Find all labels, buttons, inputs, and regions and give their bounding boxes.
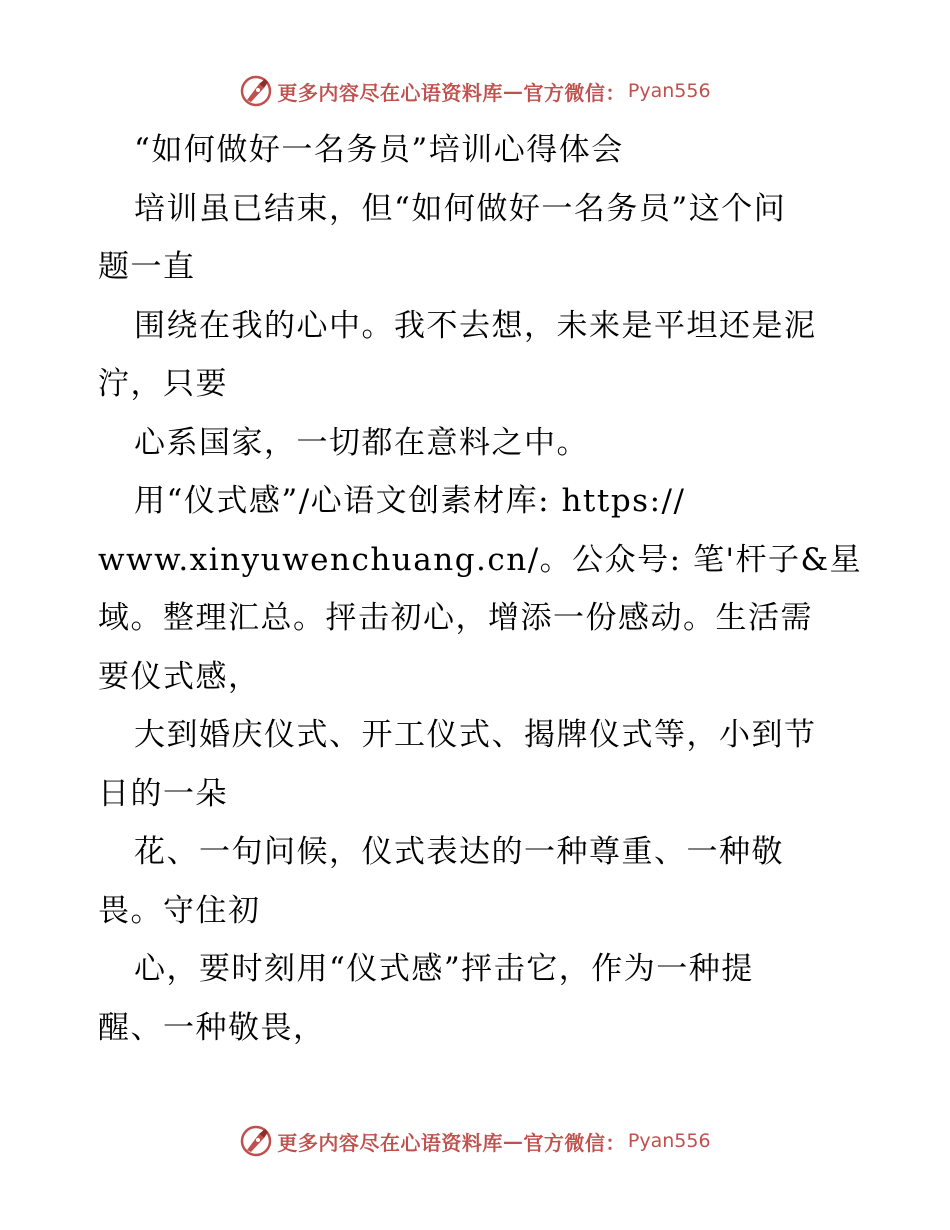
text-line-7: www.xinyuwenchuang.cn/。公众号: 笔'杆子&星 bbox=[98, 541, 863, 578]
footer-dash: — bbox=[502, 1129, 524, 1153]
text-line-13: 畏。守住初 bbox=[98, 892, 261, 929]
pen-nib-circle-icon bbox=[239, 1124, 273, 1158]
text-line-10: 大到婚庆仪式、开工仪式、揭牌仪式等，小到节 bbox=[134, 717, 817, 753]
footer-brand-text: 更多内容尽在心语资料库 bbox=[277, 1130, 503, 1155]
text-line-4: 泞，只要 bbox=[98, 366, 228, 402]
document-body bbox=[98, 121, 863, 1057]
text-line-12: 花、一句问候，仪式表达的一种尊重、一种敬 bbox=[134, 834, 784, 870]
text-line-9: 要仪式感， bbox=[98, 658, 261, 695]
text-line-15: 醒、一种敬畏， bbox=[98, 1009, 326, 1046]
footer-wechat-label: 官方微信： bbox=[523, 1130, 626, 1155]
text-line-8: 域。整理汇总。抨击初心，增添一份感动。生活需 bbox=[98, 600, 813, 636]
header-dash: — bbox=[502, 79, 524, 103]
text-line-3: 围绕在我的心中。我不去想，未来是平坦还是泥 bbox=[134, 307, 817, 344]
text-line-11: 日的一朵 bbox=[98, 775, 228, 812]
header-wechat-label: 官方微信： bbox=[523, 80, 626, 105]
text-line-1: 培训虽已结束，但“如何做好一名务员”这个问 bbox=[134, 190, 787, 227]
document-title: “如何做好一名务员”培训心得体会 bbox=[134, 132, 624, 168]
text-line-14: 心，要时刻用“仪式感”抨击它，作为一种提 bbox=[134, 951, 754, 987]
header-brand-text: 更多内容尽在心语资料库 bbox=[277, 80, 503, 105]
header-banner bbox=[0, 71, 950, 111]
footer-banner bbox=[0, 1121, 950, 1161]
pen-nib-circle-icon bbox=[239, 74, 273, 108]
header-wechat-id: Pyan556 bbox=[627, 80, 711, 102]
text-line-6: 用“仪式感”/心语文创素材库: https:// bbox=[134, 483, 686, 519]
footer-wechat-id: Pyan556 bbox=[627, 1130, 711, 1152]
text-line-5: 心系国家，一切都在意料之中。 bbox=[134, 424, 589, 461]
text-line-2: 题一直 bbox=[98, 249, 196, 285]
